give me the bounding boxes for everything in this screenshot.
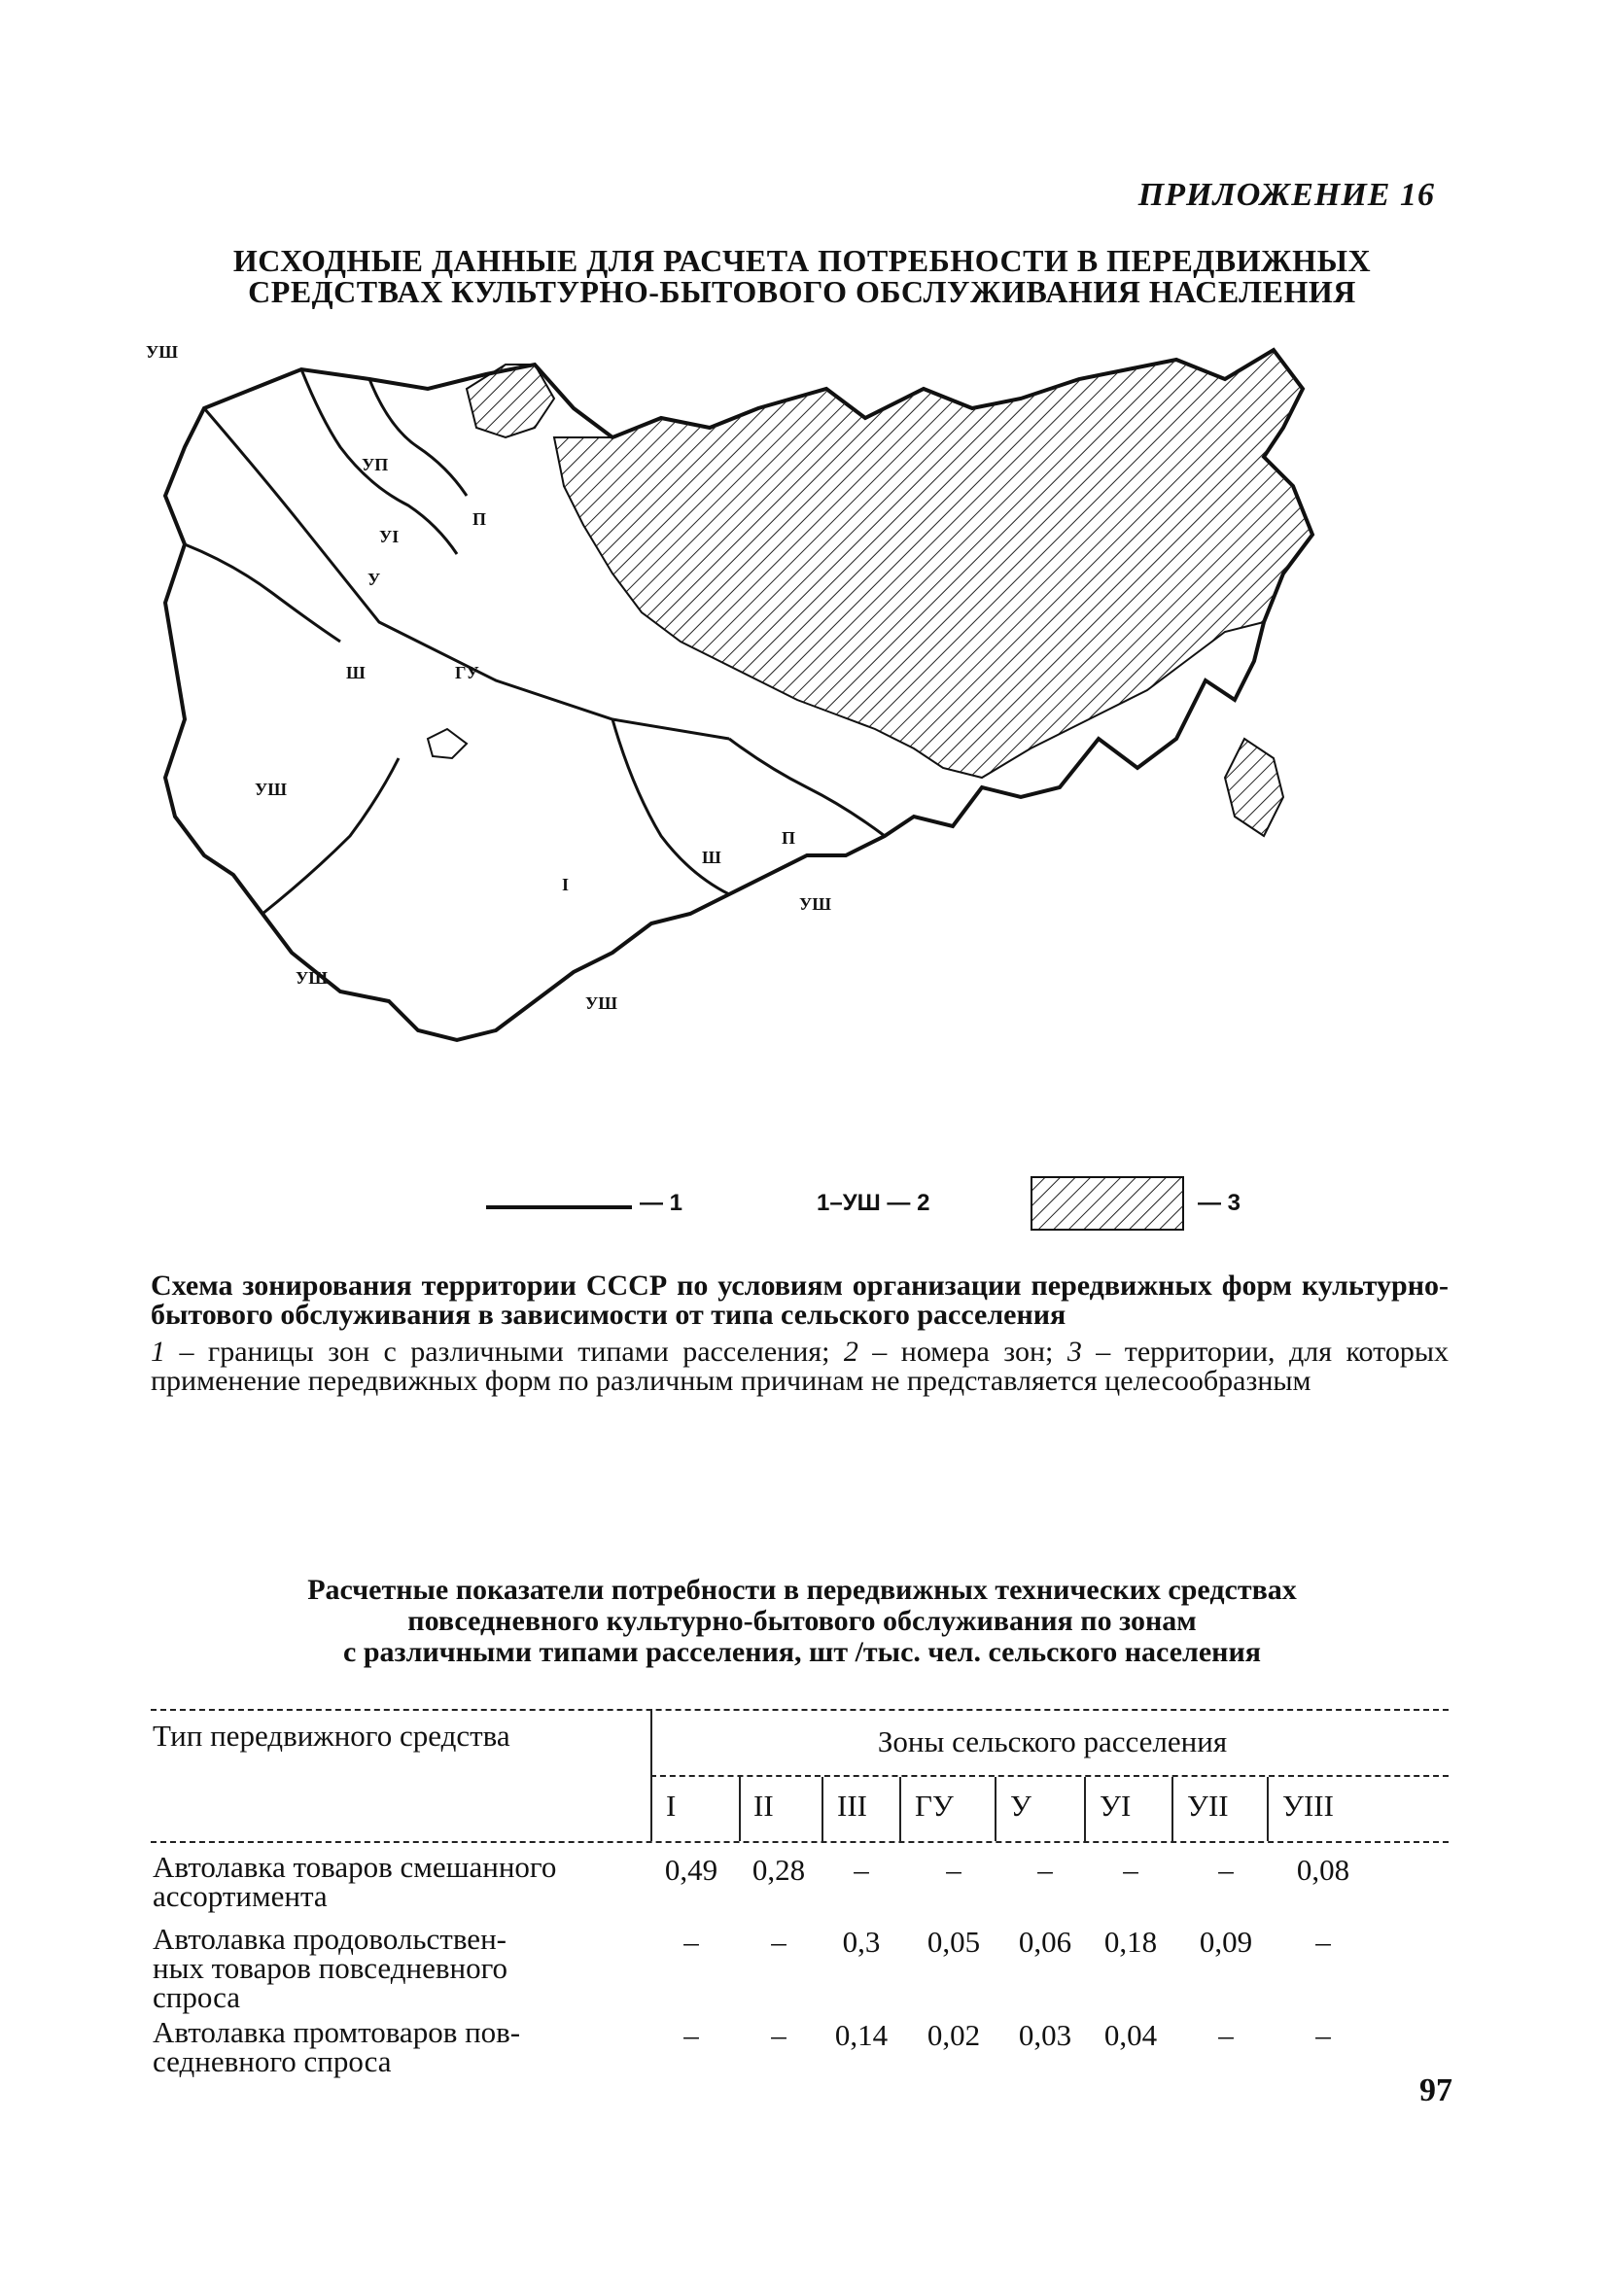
zone-header: У <box>1010 1789 1031 1823</box>
row-label-line: спроса <box>153 1980 241 2014</box>
table-row-label <box>153 1922 658 2014</box>
zoning-map <box>146 330 1410 1089</box>
table-title-line1: Расчетные показатели потребности в передвижных технических средствах <box>307 1574 1297 1606</box>
row-label-line: седневного спроса <box>153 2044 392 2078</box>
caption-number: 1 <box>151 1336 165 1368</box>
zone-divider <box>995 1777 996 1841</box>
zone-divider <box>1084 1777 1086 1841</box>
table-cell: 0,02 <box>926 2018 981 2052</box>
row-label-line: ассортимента <box>153 1879 328 1913</box>
caption-note <box>151 1338 1449 1396</box>
page-title-line2: СРЕДСТВАХ КУЛЬТУРНО-БЫТОВОГО ОБСЛУЖИВАНИЯ НАСЕЛЕНИЯ <box>248 274 1356 309</box>
column-header-zones: Зоны сельского расселения <box>877 1724 1228 1758</box>
page-title <box>165 245 1439 307</box>
table-zone-rule <box>650 1775 1449 1777</box>
zone-label: УШ <box>296 968 328 988</box>
zone-header: III <box>837 1789 867 1823</box>
table-cell: 0,28 <box>752 1853 806 1887</box>
table-header-rule <box>151 1841 1449 1843</box>
caption-text: – номера зон; <box>857 1336 1067 1368</box>
caption-number: 3 <box>1066 1336 1082 1368</box>
page-number: 97 <box>1419 2072 1452 2108</box>
table-cell: 0,3 <box>842 1925 881 1959</box>
caption-title: Схема зонирования территории СССР по условиям организации передвижных форм культурно-бытового обслуживания в зависимости от типа сельского расселения <box>151 1270 1449 1331</box>
table-cell: – <box>683 1925 699 1959</box>
zone-label: УШ <box>799 894 831 914</box>
legend-item-2: 1–УШ — 2 <box>817 1190 930 1216</box>
table-cell: – <box>771 1925 787 1959</box>
legend-line-symbol <box>486 1205 632 1209</box>
table-cell: – <box>1037 1853 1053 1887</box>
hatched-region-fareast <box>1225 739 1283 836</box>
table-cell: – <box>1218 2018 1234 2052</box>
zone-divider <box>821 1777 823 1841</box>
zone-header: I <box>666 1789 677 1823</box>
row-label-line: Автолавка промтоваров пов- <box>153 2015 521 2049</box>
zone-divider <box>1171 1777 1173 1841</box>
zone-label: Ш <box>702 848 721 867</box>
legend-hatch-symbol <box>1031 1176 1186 1233</box>
row-label-line: ных товаров повседневного <box>153 1951 508 1985</box>
legend-item-1: — 1 <box>640 1190 683 1216</box>
hatched-region-east <box>554 350 1312 778</box>
table-cell: – <box>1315 2018 1331 2052</box>
page-title-line1: ИСХОДНЫЕ ДАННЫЕ ДЛЯ РАСЧЕТА ПОТРЕБНОСТИ В ПЕРЕДВИЖНЫХ <box>232 243 1372 278</box>
table-cell: – <box>946 1853 961 1887</box>
table-cell: – <box>683 2018 699 2052</box>
zone-label: П <box>472 509 487 529</box>
zone-label: УI <box>379 527 400 546</box>
zone-header: УII <box>1187 1789 1229 1823</box>
zone-divider <box>899 1777 901 1841</box>
table-cell: – <box>1218 1853 1234 1887</box>
zone-label: УШ <box>146 342 178 362</box>
table-cell: – <box>854 1853 869 1887</box>
table-cell: 0,05 <box>926 1925 981 1959</box>
zone-header: II <box>753 1789 774 1823</box>
column-header-type: Тип передвижного средства <box>153 1719 510 1753</box>
table-cell: 0,03 <box>1018 2018 1072 2052</box>
table-cell: 0,09 <box>1199 1925 1253 1959</box>
table-title-line2: повседневного культурно-бытового обслуживания по зонам <box>407 1605 1197 1637</box>
zone-label: У <box>367 570 381 589</box>
table-cell: 0,04 <box>1103 2018 1158 2052</box>
zone-label: ГУ <box>455 663 479 682</box>
zone-label: УП <box>362 455 389 474</box>
table-title <box>165 1575 1439 1668</box>
lake-shape <box>428 729 467 758</box>
appendix-label: ПРИЛОЖЕНИЕ 16 <box>1137 177 1435 213</box>
zone-label: УШ <box>585 993 617 1013</box>
zone-header: УI <box>1100 1789 1132 1823</box>
row-label-line: Автолавка товаров смешанного <box>153 1850 557 1884</box>
zone-header: УIII <box>1282 1789 1334 1823</box>
table-cell: 0,14 <box>834 2018 889 2052</box>
table-cell: – <box>1315 1925 1331 1959</box>
legend-item-3: — 3 <box>1198 1190 1241 1216</box>
table-cell: 0,49 <box>664 1853 718 1887</box>
map-legend <box>476 1176 1274 1244</box>
table-title-line3: с различными типами расселения, шт /тыс. чел. сельского населения <box>343 1636 1261 1668</box>
table-row-label <box>153 1850 658 1913</box>
table-cell: 0,08 <box>1296 1853 1350 1887</box>
table-top-rule <box>151 1709 1449 1711</box>
zone-label: П <box>782 828 796 848</box>
zone-label: УШ <box>255 780 287 799</box>
zone-label: Ш <box>346 663 366 682</box>
table-cell: – <box>771 2018 787 2052</box>
caption-text: – территории, для которых применение передвижных форм по различным причинам не представляется целесообразным <box>151 1336 1449 1397</box>
caption-number: 2 <box>843 1336 858 1368</box>
row-label-line: Автолавка продовольствен- <box>153 1922 507 1956</box>
indicators-table <box>151 1709 1449 2078</box>
map-caption <box>151 1271 1449 1396</box>
zone-divider <box>1267 1777 1269 1841</box>
table-cell: – <box>1123 1853 1138 1887</box>
table-cell: 0,06 <box>1018 1925 1072 1959</box>
table-cell: 0,18 <box>1103 1925 1158 1959</box>
zone-header: ГУ <box>915 1789 954 1823</box>
caption-text: – границы зон с различными типами расселения; <box>165 1336 844 1368</box>
zone-label: I <box>562 875 570 894</box>
zone-divider <box>739 1777 741 1841</box>
table-row-label <box>153 2015 658 2078</box>
